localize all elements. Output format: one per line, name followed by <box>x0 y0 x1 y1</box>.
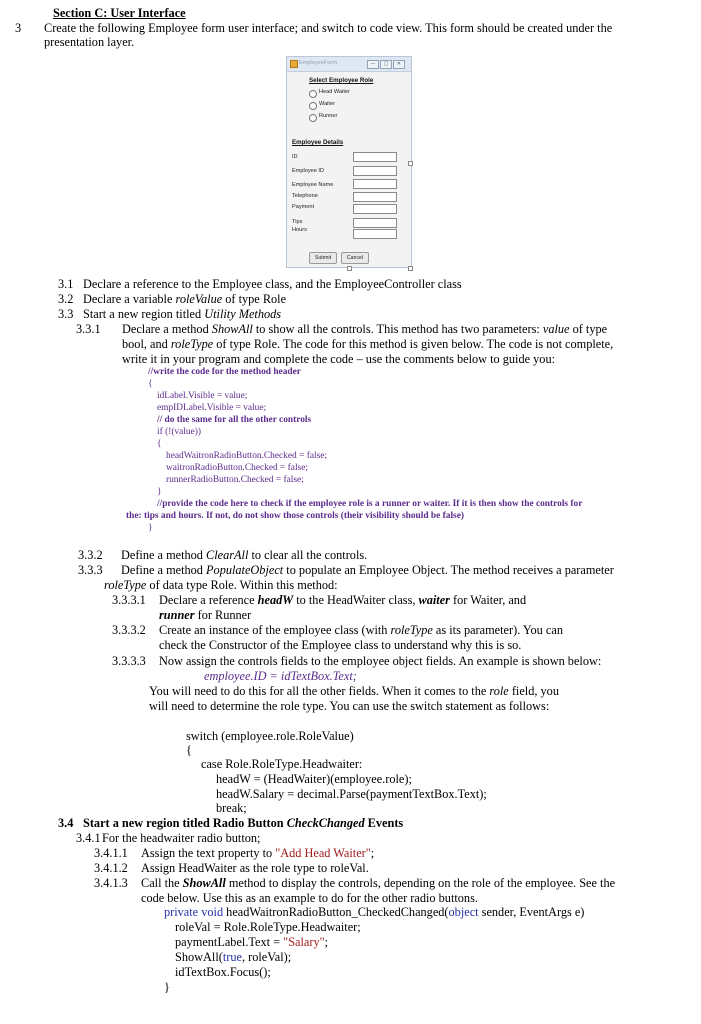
telephone-label: Telephone <box>292 193 318 199</box>
code-line: { <box>148 379 153 389</box>
employee-form-window <box>286 56 412 268</box>
minimize-icon[interactable]: — <box>367 60 379 69</box>
section-heading: Section C: User Interface <box>53 6 186 20</box>
question-text-line: Create the following Employee form user interface; and switch to code view. This form should be created under the <box>44 21 613 35</box>
item-text: Declare a method ShowAll to show all the controls. This method has two parameters: value of type <box>122 322 608 336</box>
app-icon <box>290 60 298 68</box>
tips-textbox[interactable] <box>353 218 397 228</box>
tips-label: Tips <box>292 219 303 225</box>
code-comment: //write the code for the method header <box>148 367 301 377</box>
radio-label: Runner <box>319 113 338 119</box>
item-number: 3.3 <box>58 307 74 321</box>
code-line: break; <box>216 801 247 815</box>
item-text: Start a new region titled Radio Button CheckChanged Events <box>83 816 404 830</box>
item-text: You will need to do this for all the other fields. When it comes to the role field, you <box>149 684 559 698</box>
employee-id-textbox[interactable] <box>353 166 397 176</box>
waiter-radio[interactable] <box>309 102 317 110</box>
item-text: Declare a reference headW to the HeadWaiter class, waiter for Waiter, and <box>159 593 527 607</box>
code-line: switch (employee.role.RoleValue) <box>186 729 354 743</box>
details-group-heading: Employee Details <box>292 139 344 146</box>
item-text: Declare a variable roleValue of type Role <box>83 292 287 306</box>
item-text: roleType of data type Role. Within this method: <box>104 578 338 592</box>
code-line: } <box>164 980 170 994</box>
item-text: runner for Runner <box>159 608 252 622</box>
radio-label: Waiter <box>319 101 335 107</box>
payment-textbox[interactable] <box>353 204 397 214</box>
resize-handle[interactable] <box>408 266 413 271</box>
item-number: 3.4 <box>58 816 74 830</box>
item-text: Define a method ClearAll to clear all the controls. <box>121 548 368 562</box>
item-number: 3.3.3.2 <box>112 623 146 637</box>
submit-button[interactable]: Submit <box>309 252 337 264</box>
id-label: ID <box>292 154 298 160</box>
item-text: will need to determine the role type. You can use the switch statement as follows: <box>149 699 550 713</box>
hours-textbox[interactable] <box>353 229 397 239</box>
head-waiter-radio[interactable] <box>309 90 317 98</box>
code-line: { <box>186 743 192 757</box>
role-group-heading: Select Employee Role <box>309 77 374 84</box>
form-title: EmployeeForm <box>299 60 337 66</box>
question-text-line: presentation layer. <box>44 35 135 49</box>
code-line: idTextBox.Focus(); <box>175 965 271 979</box>
radio-label: Head Waiter <box>319 89 350 95</box>
resize-handle[interactable] <box>347 266 352 271</box>
item-number: 3.3.3.3 <box>112 654 146 668</box>
item-text: Assign the text property to "Add Head Waiter"; <box>141 846 375 860</box>
item-number: 3.4.1.2 <box>94 861 128 875</box>
code-line: private void headWaitronRadioButton_CheckedChanged(object sender, EventArgs e) <box>164 905 585 919</box>
item-number: 3.3.3 <box>78 563 103 577</box>
item-text: For the headwaiter radio button; <box>102 831 261 845</box>
code-line: runnerRadioButton.Checked = false; <box>166 475 304 485</box>
item-text: Declare a reference to the Employee class, and the EmployeeController class <box>83 277 462 291</box>
item-text: Create an instance of the employee class (with roleType as its parameter). You can <box>159 623 563 637</box>
item-number: 3.3.3.1 <box>112 593 146 607</box>
code-line: headW.Salary = decimal.Parse(paymentTextBox.Text); <box>216 787 487 801</box>
runner-radio[interactable] <box>309 114 317 122</box>
item-number: 3.4.1.1 <box>94 846 128 860</box>
code-line: if (!(value)) <box>157 427 201 437</box>
employee-name-textbox[interactable] <box>353 179 397 189</box>
item-number: 3.4.1 <box>76 831 101 845</box>
resize-handle[interactable] <box>408 161 413 166</box>
payment-label: Payment <box>292 204 315 210</box>
code-line: roleVal = Role.RoleType.Headwaiter; <box>175 920 361 934</box>
code-comment: //provide the code here to check if the employee role is a runner or waiter. If it is then show the controls for <box>157 499 583 509</box>
item-text: write it in your program and complete the code – use the comments below to guide you: <box>122 352 556 366</box>
item-number: 3.1 <box>58 277 74 291</box>
item-text: Define a method PopulateObject to populate an Employee Object. The method receives a parameter <box>121 563 614 577</box>
cancel-button[interactable]: Cancel <box>341 252 369 264</box>
code-line: case Role.RoleType.Headwaiter: <box>201 757 363 771</box>
code-line: headWaitronRadioButton.Checked = false; <box>166 451 327 461</box>
code-line: waitronRadioButton.Checked = false; <box>166 463 308 473</box>
code-line: paymentLabel.Text = "Salary"; <box>175 935 329 949</box>
item-text: Assign HeadWaiter as the role type to roleVal. <box>141 861 369 875</box>
item-text: Start a new region titled Utility Methods <box>83 307 282 321</box>
hours-label: Hours <box>292 227 307 233</box>
code-line: headW = (HeadWaiter)(employee.role); <box>216 772 412 786</box>
code-line: } <box>148 523 153 533</box>
code-comment: the: tips and hours. If not, do not show those controls (their visibility should be false) <box>126 511 464 521</box>
question-number: 3 <box>15 21 22 35</box>
item-text: code below. Use this as an example to do for the other radio buttons. <box>141 891 478 905</box>
telephone-textbox[interactable] <box>353 192 397 202</box>
close-icon[interactable]: ✕ <box>393 60 405 69</box>
item-number: 3.4.1.3 <box>94 876 128 890</box>
code-comment: // do the same for all the other controls <box>157 415 312 425</box>
code-line: { <box>157 439 162 449</box>
code-line: empIDLabel.Visible = value; <box>157 403 267 413</box>
employee-id-label: Employee ID <box>292 168 325 174</box>
maximize-icon[interactable]: □ <box>380 60 392 69</box>
id-textbox[interactable] <box>353 152 397 162</box>
code-line: } <box>157 487 162 497</box>
item-text: Now assign the controls fields to the employee object fields. An example is shown below: <box>159 654 602 668</box>
item-text: check the Constructor of the Employee class to understand why this is so. <box>159 638 522 652</box>
item-text: bool, and roleType of type Role. The code for this method is given below. The code is not complete, <box>122 337 614 351</box>
employee-name-label: Employee Name <box>292 182 334 188</box>
item-number: 3.3.1 <box>76 322 101 336</box>
code-line: idLabel.Visible = value; <box>157 391 248 401</box>
item-number: 3.2 <box>58 292 74 306</box>
code-line: ShowAll(true, roleVal); <box>175 950 292 964</box>
item-number: 3.3.2 <box>78 548 103 562</box>
item-text: Call the ShowAll method to display the controls, depending on the role of the employee. See the <box>141 876 616 890</box>
form-titlebar <box>287 57 411 72</box>
example-code: employee.ID = idTextBox.Text; <box>204 669 357 683</box>
